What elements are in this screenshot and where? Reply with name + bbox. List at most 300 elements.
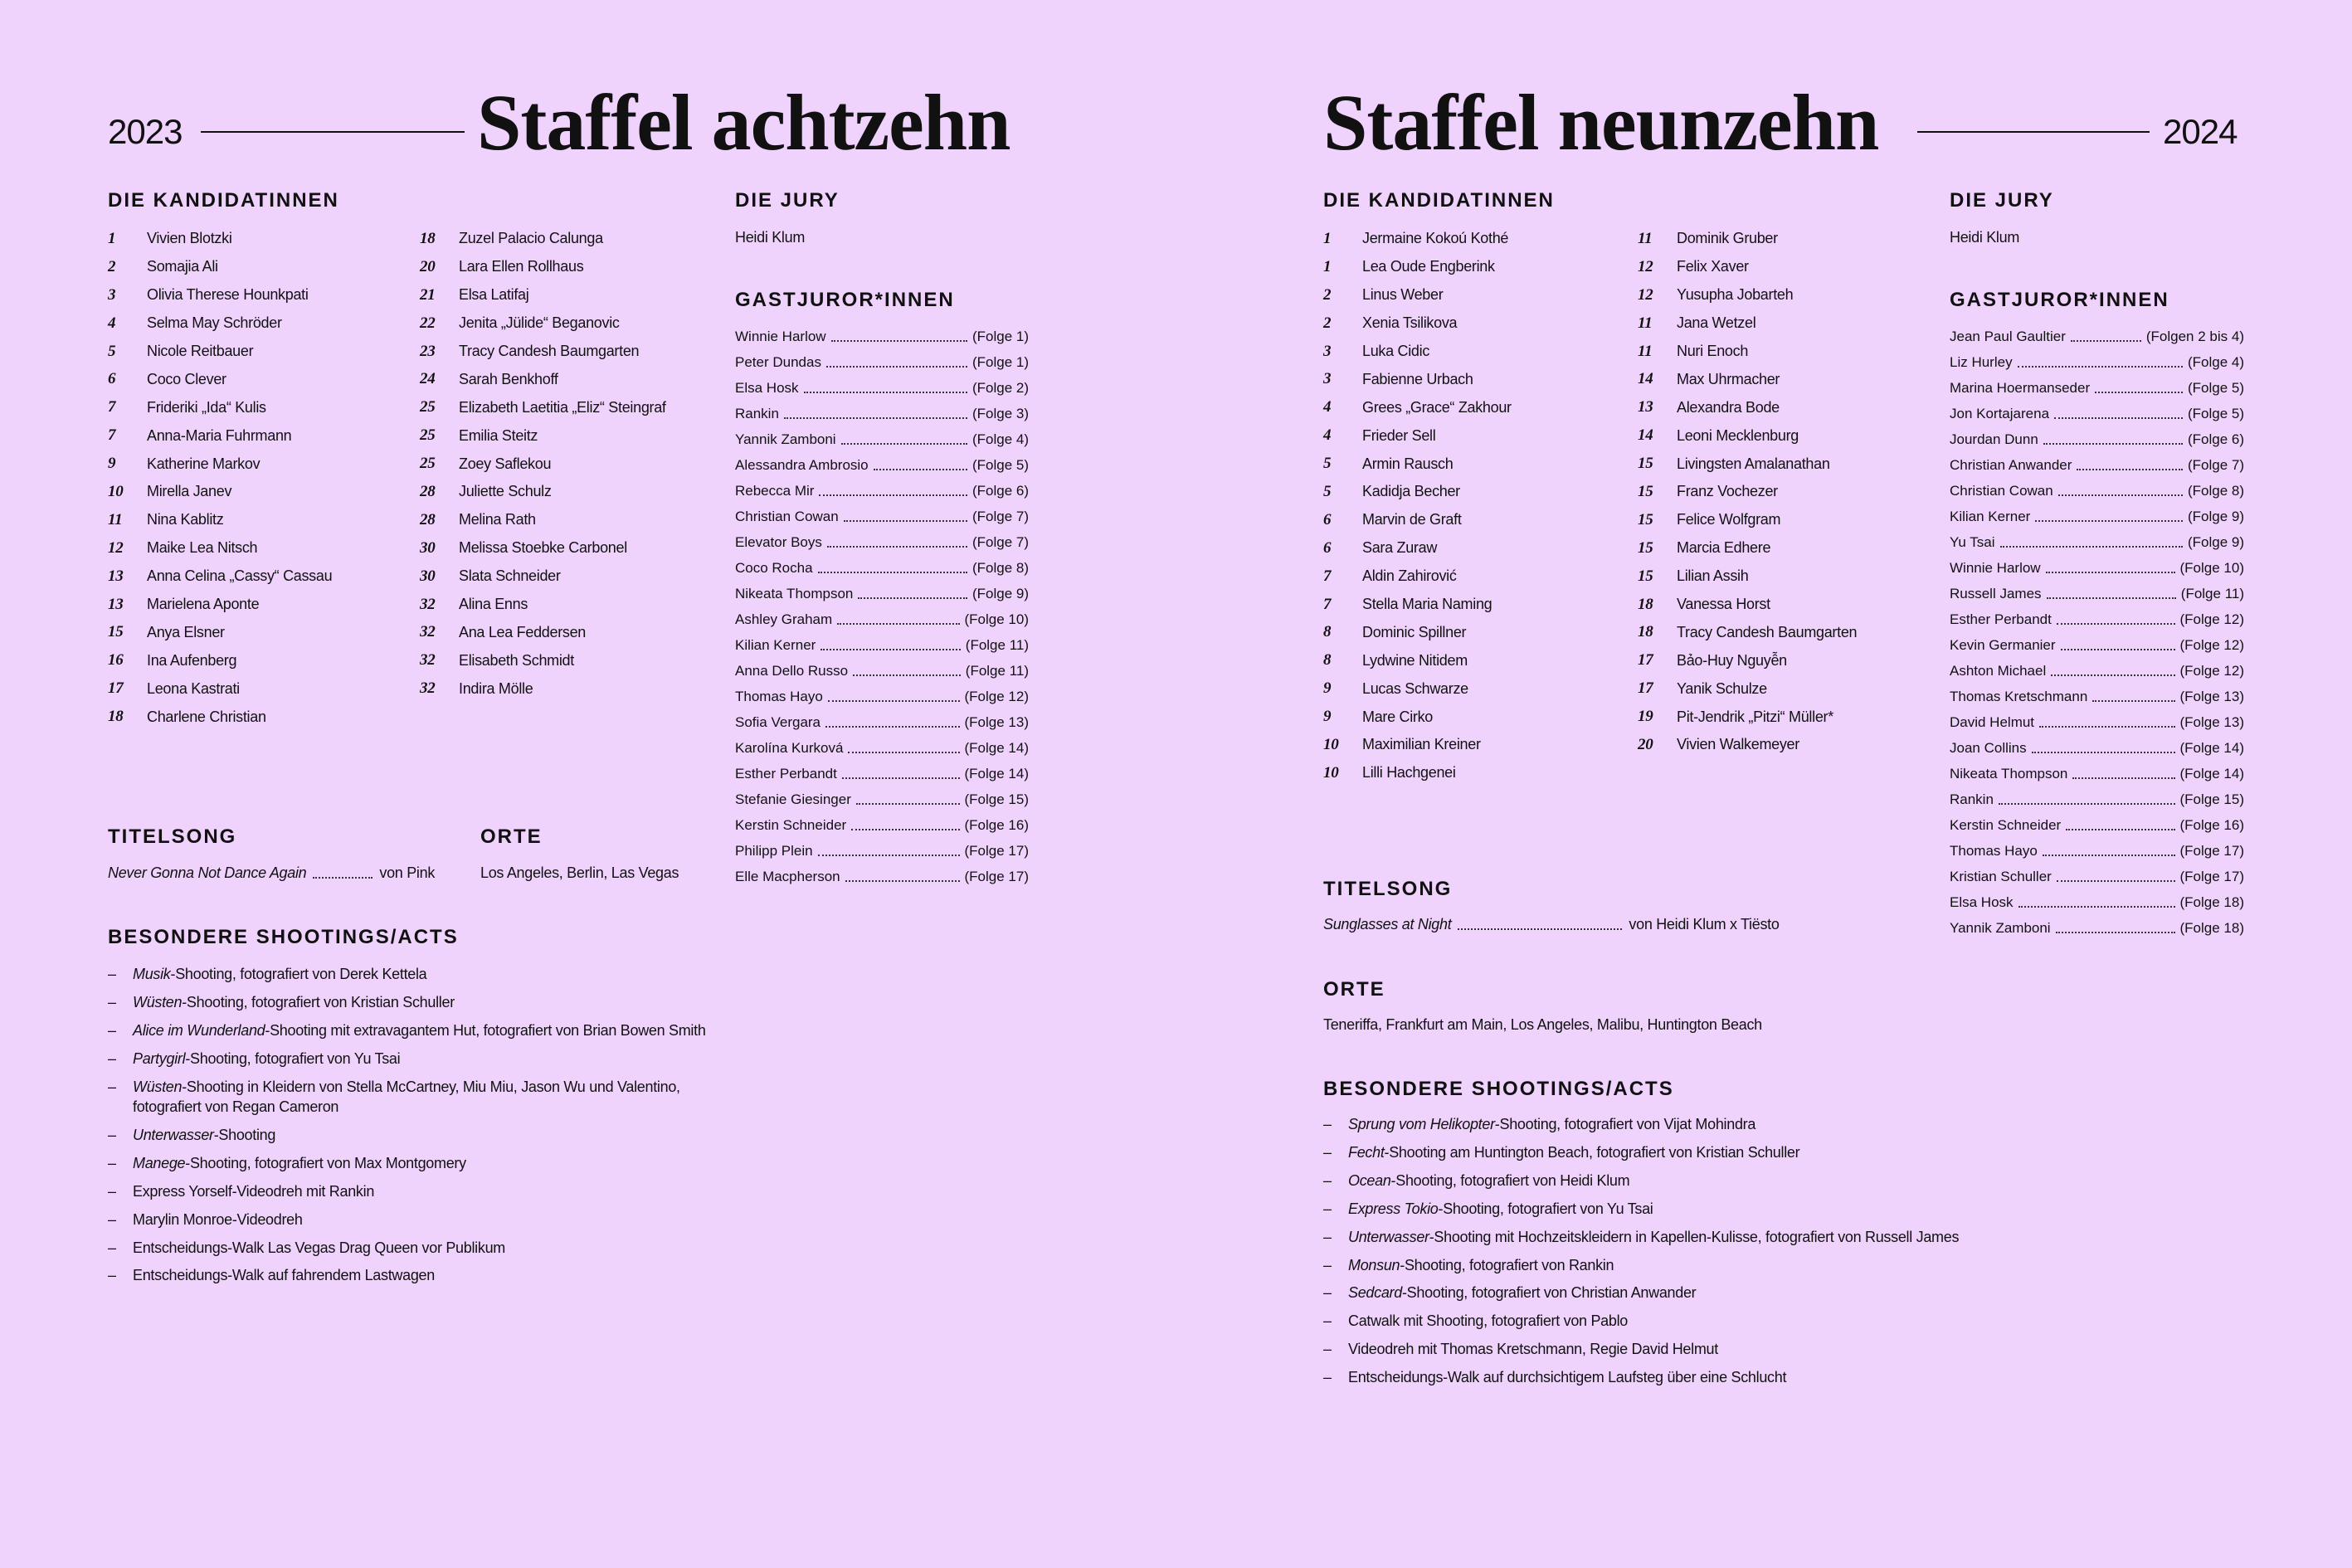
candidate-item [1638,225,1945,253]
candidate-item [1323,365,1630,393]
candidate-item [1323,338,1630,366]
candidate-item [108,338,415,366]
act-description: Videodreh mit Thomas Kretschmann, Regie David Helmut [1348,1341,1718,1358]
candidate-rank: 14 [1638,426,1653,445]
jury-heading: DIE JURY [735,189,840,212]
act-item [108,992,738,1012]
places: Teneriffa, Frankfurt am Main, Los Angeles, Malibu, Huntington Beach [1323,1016,1762,1033]
candidate-name: Melissa Stoebke Carbonel [459,539,627,557]
candidate-item [1323,253,1630,281]
guest-juror-episode: (Folge 5) [2187,405,2244,421]
candidate-rank: 2 [108,257,116,275]
candidate-rank: 3 [1323,370,1332,388]
dash-bullet: – [108,966,116,982]
act-description: -Shooting, fotografiert von Heidi Klum [1390,1171,1630,1189]
candidates-heading: DIE KANDIDATINNEN [1323,189,1555,212]
guest-juror-name: Jourdan Dunn [1950,431,2038,447]
act-description: -Shooting, fotografiert von Yu Tsai [1438,1200,1653,1217]
season-18-title: Staffel achtzehn [477,78,1010,167]
guest-juror-name: Jean Paul Gaultier [1950,328,2066,344]
guest-juror-episode: (Folge 16) [2179,816,2244,833]
candidate-name: Jenita „Jülide“ Beganovic [459,314,620,332]
candidate-rank: 15 [1638,482,1653,500]
guest-juror-item [735,735,1029,761]
candidate-item [108,478,415,506]
title-song-heading: TITELSONG [108,825,237,848]
act-text [133,992,455,1012]
candidate-rank: 24 [420,370,436,388]
candidate-name: Selma May Schröder [147,314,282,332]
guest-juror-item [1950,529,2244,555]
act-text [133,1238,505,1258]
guest-juror-name: Elsa Hosk [735,379,799,396]
guest-juror-name: Christian Anwander [1950,456,2072,473]
guest-juror-episode: (Folge 4) [2187,353,2244,370]
candidate-item [108,365,415,393]
dash-bullet: – [1323,1228,1332,1245]
candidate-rank: 5 [1323,455,1332,473]
candidate-name: Felix Xaver [1677,258,1749,275]
act-item [108,1181,738,1201]
guest-juror-item [735,632,1029,658]
candidate-name: Stella Maria Naming [1362,596,1493,613]
song-title: Never Gonna Not Dance Again [108,864,307,881]
guest-juror-episode: (Folge 12) [2179,611,2244,627]
act-emphasis: Wüsten [133,1078,183,1095]
dash-bullet: – [1323,1143,1332,1161]
guest-juror-name: Rebecca Mir [735,482,815,499]
act-emphasis: Manege [133,1154,186,1171]
dash-bullet: – [1323,1284,1332,1302]
leader-dots [2054,417,2183,419]
candidate-item [1323,421,1630,450]
guest-juror-episode: (Folge 3) [971,405,1029,421]
candidate-rank: 22 [420,314,436,332]
candidate-item [1638,421,1945,450]
candidate-item [1638,309,1945,338]
dash-bullet: – [108,1078,116,1095]
act-item [1323,1171,2070,1191]
leader-dots [2000,546,2183,548]
leader-dots [818,572,967,573]
candidate-item [420,506,727,534]
candidate-item [420,365,727,393]
candidate-name: Yanik Schulze [1677,679,1767,697]
candidate-name: Sarah Benkhoff [459,370,558,387]
candidate-rank: 25 [420,398,436,416]
leader-dots [2018,906,2175,908]
guest-juror-item [1950,504,2244,529]
leader-dots [2032,752,2175,753]
dash-bullet: – [108,1267,116,1284]
candidate-name: Jana Wetzel [1677,314,1756,332]
candidate-name: Mirella Janev [147,483,232,500]
candidate-rank: 7 [108,398,116,416]
candidate-name: Tracy Candesh Baumgarten [1677,623,1858,640]
candidate-name: Lydwine Nitidem [1362,651,1468,669]
leader-dots [2035,520,2183,522]
candidate-rank: 14 [1638,370,1653,388]
candidate-name: Marvin de Graft [1362,511,1462,528]
guest-juror-item [1950,606,2244,632]
candidate-item [108,562,415,591]
places: Los Angeles, Berlin, Las Vegas [480,864,679,881]
act-item [1323,1227,2070,1247]
candidate-item [420,225,727,253]
season-19-title: Staffel neunzehn [1323,78,1879,167]
guest-juror-episode: (Folge 18) [2179,894,2244,910]
guest-juror-name: Nikeata Thompson [735,585,854,601]
candidate-item [1323,506,1630,534]
guest-juror-episode: (Folge 10) [964,611,1029,627]
guest-juror-item [735,864,1029,889]
candidate-rank: 9 [1323,708,1332,726]
guest-juror-item [735,478,1029,504]
leader-dots [827,546,967,548]
act-item [1323,1367,2070,1387]
candidate-rank: 10 [1323,735,1339,753]
candidate-item [1638,674,1945,703]
candidate-rank: 11 [1638,342,1653,360]
guest-juror-name: Ashton Michael [1950,662,2047,679]
guest-juror-episode: (Folge 9) [2187,508,2244,524]
leader-dots [2046,572,2175,573]
candidate-rank: 3 [1323,342,1332,360]
candidate-item [1323,393,1630,421]
candidate-item [1323,731,1630,759]
guest-juror-item [1950,684,2244,709]
act-description: -Shooting [213,1126,276,1143]
candidate-rank: 12 [1638,285,1653,304]
season-19-year: 2024 [2163,112,2238,151]
dash-bullet: – [1323,1341,1332,1358]
act-text [1348,1339,1718,1359]
candidate-name: Juliette Schulz [459,483,552,500]
candidate-name: Lara Ellen Rollhaus [459,258,584,275]
candidate-name: Katherine Markov [147,455,261,472]
act-text [1348,1311,1628,1331]
guest-juror-episode: (Folge 17) [2179,842,2244,859]
dash-bullet: – [108,1049,116,1067]
candidate-name: Franz Vochezer [1677,483,1778,500]
candidate-rank: 32 [420,651,436,670]
act-description: Express Yorself-Videodreh mit Rankin [133,1182,375,1200]
candidate-name: Fabienne Urbach [1362,370,1473,387]
guest-juror-item [735,375,1029,401]
leader-dots [2018,366,2183,368]
candidate-name: Livingsten Amalanathan [1677,455,1830,472]
acts-heading: BESONDERE SHOOTINGS/ACTS [108,926,459,948]
leader-dots [874,469,967,470]
candidate-name: Tracy Candesh Baumgarten [459,343,640,359]
guest-juror-name: Joan Collins [1950,739,2027,756]
guest-juror-item [735,786,1029,812]
candidates-heading: DIE KANDIDATINNEN [108,189,339,212]
guest-juror-item [735,838,1029,864]
act-emphasis: Alice im Wunderland [133,1021,265,1039]
candidate-name: Zoey Saflekou [459,455,552,472]
leader-dots [837,623,959,625]
guest-juror-item [735,349,1029,375]
guest-juror-item [1950,452,2244,478]
act-description: Catwalk mit Shooting, fotografiert von Pablo [1348,1312,1628,1330]
act-description: -Shooting mit extravagantem Hut, fotografiert von Brian Bowen Smith [265,1021,706,1039]
candidate-rank: 16 [108,651,124,670]
guest-juror-episode: (Folge 17) [964,842,1029,859]
candidate-rank: 18 [108,708,124,726]
act-emphasis: Express Tokio [1348,1200,1439,1217]
candidate-name: Lilli Hachgenei [1362,764,1456,782]
guest-juror-item [1950,349,2244,375]
dash-bullet: – [108,1154,116,1171]
candidate-rank: 19 [1638,708,1653,726]
guest-juror-name: Christian Cowan [1950,482,2053,499]
guest-juror-name: Anna Dello Russo [735,662,849,679]
guest-juror-item [1950,812,2244,838]
candidate-name: Emilia Steitz [459,426,538,444]
candidate-name: Leona Kastrati [147,679,240,697]
guest-juror-name: Kristian Schuller [1950,868,2052,884]
candidate-rank: 32 [420,595,436,613]
candidate-name: Marcia Edhere [1677,539,1771,557]
candidate-item [420,534,727,562]
guest-juror-episode: (Folge 6) [2187,431,2244,447]
candidate-rank: 13 [108,595,124,613]
candidate-rank: 11 [1638,229,1653,247]
act-item [1323,1199,2070,1219]
candidate-item [1323,646,1630,674]
act-item [108,1020,738,1040]
candidate-name: Nina Kablitz [147,511,224,528]
guest-juror-episode: (Folge 14) [964,739,1029,756]
candidate-item [1638,591,1945,619]
act-text [1348,1199,1653,1219]
candidates-list-col2 [1638,225,1945,759]
candidate-name: Nuri Enoch [1677,343,1749,359]
candidate-name: Lilian Assih [1677,567,1749,585]
guest-juror-episode: (Folge 9) [971,585,1029,601]
guest-juror-name: Stefanie Giesinger [735,791,851,807]
candidate-item [1323,478,1630,506]
act-description: -Shooting, fotografiert von Max Montgomery [185,1154,466,1171]
guest-juror-episode: (Folge 17) [964,868,1029,884]
candidate-item [420,646,727,674]
candidate-rank: 1 [1323,229,1332,247]
leader-dots [853,674,961,676]
dash-bullet: – [108,1021,116,1039]
jury-member: Heidi Klum [735,229,806,246]
candidate-item [108,703,415,731]
guest-juror-item [1950,786,2244,812]
candidate-rank: 17 [1638,651,1653,670]
candidate-name: Dominic Spillner [1362,623,1467,640]
act-emphasis: Sprung vom Helikopter [1348,1116,1495,1132]
guest-juror-episode: (Folgen 2 bis 4) [2145,328,2244,344]
candidate-rank: 17 [1638,679,1653,698]
candidate-rank: 3 [108,285,116,304]
candidate-rank: 18 [1638,623,1653,641]
leader-dots [825,726,960,728]
candidate-item [420,338,727,366]
guest-juror-episode: (Folge 1) [971,328,1029,344]
candidate-rank: 12 [108,538,124,557]
dash-bullet: – [108,1182,116,1200]
candidate-name: Olivia Therese Hounkpati [147,286,309,304]
guest-juror-name: Yannik Zamboni [735,431,836,447]
leader-dots [2095,392,2183,393]
guest-juror-name: Coco Rocha [735,559,813,576]
act-item [1323,1255,2070,1275]
guest-juror-name: Kerstin Schneider [1950,816,2062,833]
title-song [108,864,435,882]
guest-juror-item [735,684,1029,709]
guest-juror-name: Christian Cowan [735,508,839,524]
jury-member: Heidi Klum [1950,229,2020,246]
act-emphasis: Fecht [1348,1143,1385,1161]
leader-dots [2043,855,2175,856]
candidates-list-col1 [108,225,415,731]
dash-bullet: – [108,993,116,1010]
candidate-rank: 1 [1323,257,1332,275]
guest-jury-list [735,324,1029,889]
act-description: -Shooting, fotografiert von Christian Anwander [1401,1284,1697,1302]
guest-juror-episode: (Folge 11) [2180,585,2244,601]
candidate-rank: 7 [1323,595,1332,613]
act-description: -Shooting mit Hochzeitskleidern in Kapellen-Kulisse, fotografiert von Russell James [1429,1228,1960,1245]
act-description: -Shooting, fotografiert von Yu Tsai [185,1049,401,1067]
leader-dots [2057,880,2175,882]
candidate-rank: 13 [108,567,124,585]
candidate-name: Max Uhrmacher [1677,370,1780,387]
guest-juror-item [1950,426,2244,452]
guest-juror-episode: (Folge 15) [964,791,1029,807]
leader-dots [1999,803,2175,805]
candidate-name: Yusupha Jobarteh [1677,286,1794,304]
candidate-item [1323,703,1630,731]
dash-bullet: – [1323,1312,1332,1330]
guest-juror-episode: (Folge 12) [964,688,1029,704]
guest-juror-episode: (Folge 5) [971,456,1029,473]
act-emphasis: Unterwasser [133,1126,214,1143]
act-item [1323,1339,2070,1359]
leader-dots [831,340,967,342]
act-description: -Shooting, fotografiert von Rankin [1400,1256,1614,1273]
acts-list [1323,1114,2070,1395]
candidate-name: Pit-Jendrik „Pitzi“ Müller* [1677,708,1833,725]
candidate-item [420,450,727,478]
guest-juror-item [1950,581,2244,606]
act-emphasis: Sedcard [1348,1284,1402,1302]
guest-juror-item [1950,864,2244,889]
candidate-name: Kadidja Becher [1362,483,1460,500]
leader-dots [2077,469,2183,470]
guest-juror-episode: (Folge 5) [2187,379,2244,396]
leader-dots [784,417,967,419]
candidate-item [1638,478,1945,506]
act-text [133,964,426,984]
guest-juror-item [735,401,1029,426]
candidate-item [420,618,727,646]
candidate-item [108,393,415,421]
guest-juror-name: Marina Hoermanseder [1950,379,2091,396]
guest-juror-episode: (Folge 13) [2179,688,2244,704]
guest-juror-item [1950,324,2244,349]
candidate-item [1638,646,1945,674]
candidate-name: Ana Lea Feddersen [459,623,587,640]
candidate-item [420,562,727,591]
candidate-item [108,534,415,562]
candidate-name: Ina Aufenberg [147,651,237,669]
leader-dots [818,855,960,856]
song-title: Sunglasses at Night [1323,916,1452,933]
candidate-name: Leoni Mecklenburg [1677,426,1799,444]
guest-juror-name: Alessandra Ambrosio [735,456,869,473]
guest-jury-heading: GASTJUROR*INNEN [735,289,955,311]
guest-juror-name: David Helmut [1950,713,2035,730]
act-text [133,1265,435,1285]
guest-juror-name: Thomas Hayo [735,688,823,704]
guest-juror-item [735,426,1029,452]
candidate-name: Luka Cidic [1362,343,1430,359]
dash-bullet: – [1323,1171,1332,1189]
candidate-name: Marielena Aponte [147,596,260,613]
candidate-rank: 23 [420,342,436,360]
act-text [133,1125,275,1145]
guest-juror-name: Rankin [1950,791,1994,807]
leader-dots [2057,623,2175,625]
candidate-item [420,674,727,703]
guest-juror-item [735,658,1029,684]
candidate-rank: 6 [1323,510,1332,528]
candidates-list-col2 [420,225,727,703]
candidate-item [1638,338,1945,366]
candidate-rank: 5 [108,342,116,360]
act-item [108,1049,738,1069]
candidate-item [108,450,415,478]
guest-juror-name: Peter Dundas [735,353,821,370]
guest-juror-name: Esther Perbandt [1950,611,2052,627]
candidate-rank: 32 [420,679,436,698]
leader-dots [313,877,373,879]
guest-juror-item [735,324,1029,349]
guest-juror-name: Karolína Kurková [735,739,844,756]
act-item [108,1153,738,1173]
guest-juror-name: Rankin [735,405,779,421]
leader-dots [851,829,959,830]
candidate-item [108,618,415,646]
candidate-item [1638,393,1945,421]
candidate-name: Xenia Tsilikova [1362,314,1458,332]
act-text [133,1049,400,1069]
candidate-rank: 12 [1638,257,1653,275]
act-item [108,1210,738,1230]
act-description: -Shooting, fotografiert von Kristian Schuller [182,993,455,1010]
guest-juror-episode: (Folge 11) [965,636,1029,653]
act-text [133,1077,738,1118]
candidate-item [108,506,415,534]
act-text [1348,1283,1696,1303]
leader-dots [2066,829,2174,830]
guest-juror-episode: (Folge 7) [2187,456,2244,473]
candidate-item [108,674,415,703]
title-song-heading: TITELSONG [1323,878,1453,900]
guest-juror-episode: (Folge 13) [2179,713,2244,730]
guest-juror-item [735,709,1029,735]
leader-dots [1458,928,1622,930]
candidate-item [1638,703,1945,731]
candidate-name: Lucas Schwarze [1362,679,1468,697]
leader-dots [2047,597,2176,599]
